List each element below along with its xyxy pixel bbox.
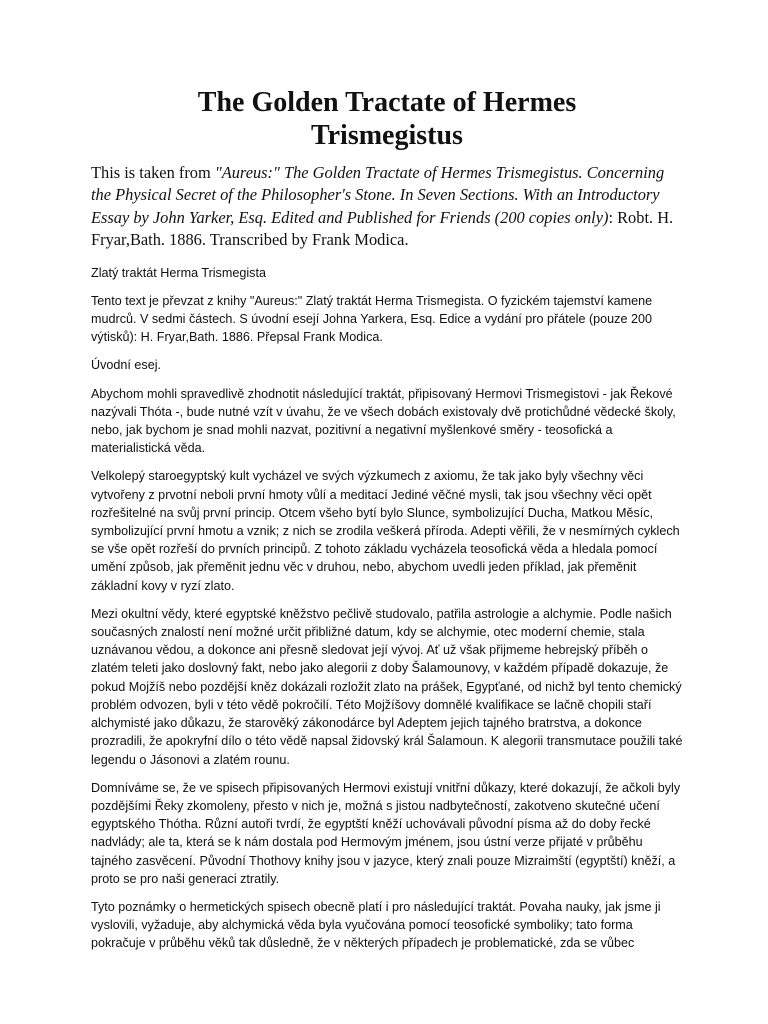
title-line-1: The Golden Tractate of Hermes bbox=[197, 87, 577, 118]
body-paragraph: Domníváme se, že ve spisech připisovaných Hermovi existují vnitřní důkazy, které dokazují, že ačkoli byly pozdějšími Řeky zkomoleny, přesto v nich je, možná s jistou nadbytečností, zakotveno skutečné učení egyptského Thótha. Různí autoři tvrdí, že egyptští kněží uchovávali původní písma až do doby řecké nadvlády; ale ta, která se k nám dostala pod Hermovým jménem, jsou ústní verze přijaté v průběhu tajného zasvěcení. Původní Thothovy knihy jsou v jazyce, který znali pouze Mizraimští (egyptští) kněží, a proto se pro naši generaci ztratily. bbox=[91, 780, 681, 886]
body-paragraph: Tyto poznámky o hermetických spisech obecně platí i pro následující traktát. Povaha nauky, jak jsme ji vyslovili, vyžaduje, aby alchymická věda byla vyučována pomocí teosofické symboliky; tato forma pokračuje v průběhu věků tak důsledně, že v některých případech je problematické, zda se vůbec bbox=[91, 899, 661, 951]
section-heading-intro-essay: Úvodní esej. bbox=[91, 358, 162, 373]
czech-title-line: Zlatý traktát Herma Trismegista bbox=[91, 265, 266, 280]
body-paragraph: Mezi okultní vědy, které egyptské kněžstvo pečlivě studovalo, patřila astrologie a alchymie. Podle našich současných znalostí není možné určit přibližné datum, kdy se alchymie, otec moderní chemie, stala uznávanou vědou, a dokonce ani přesně sledovat její vývoj. Ať už však přijmeme hebrejský příběh o zlatém teleti jako doslovný fakt, nebo jako alegorii z doby Šalamounovy, v každém případě dokazuje, že pokud Mojžíš nebo pozdější kněz dokázali rozložit zlato na prášek, Egypťané, od nichž byl tento chemický problém odvozen, byli v této vědě pokročilí. Této Mojžíšovy domnělé kvalifikace se lačně chopili staří alchymisté jako důkazu, že starověký zákonodárce byl Adeptem jejich tajného bratrstva, a dokonce prozradili, že apokryfní dílo o této vědě napsal židovský král Šalamoun. K alegorii transmutace použili také legendu o Jásonovi a zlatém rounu. bbox=[91, 606, 683, 767]
intro-prefix: This is taken from bbox=[91, 163, 215, 182]
title-line-2: Trismegistus bbox=[311, 120, 463, 151]
czech-source-paragraph: Tento text je převzat z knihy "Aureus:" Zlatý traktát Herma Trismegista. O fyzickém tajemství kamene mudrců. V sedmi částech. S úvodní esejí Johna Yarkera, Esq. Edice a vydání pro přátele (pouze 200 výtisků): H. Fryar,Bath. 1886. Přepsal Frank Modica. bbox=[91, 293, 653, 345]
document-page bbox=[91, 86, 683, 963]
intro-source-title: "Aureus:" The Golden Tractate of Hermes Trismegistus. Concerning the Physical Secret of the Philosopher's Stone. In Seven Sections. With an Introductory Essay by John Yarker, Esq. Edited and Published for Friends (200 copies only) bbox=[91, 163, 665, 227]
body-paragraph: Velkolepý staroegyptský kult vycházel ve svých výzkumech z axiomu, že tak jako byly všechny věci vytvořeny z prvotní neboli první hmoty vůlí a meditací Jediné věčné mysli, tak jsou všechny věci opět rozřešitelné na svůj první princip. Otcem všeho bytí bylo Slunce, symbolizující Ducha, Matkou Měsíc, symbolizující první hmotu a vznik; z nich se zrodila veškerá příroda. Adepti věřili, že v nesmírných cyklech se vše opět rozřeší do prvních principů. Z tohoto základu vycházela teosofická věda a hledala pomocí umění způsob, jak přeměnit jednu věc v druhou, nebo, abychom uvedli jeden příklad, jak přeměnit základní kovy v ryzí zlato. bbox=[91, 469, 680, 593]
intro-suffix: : Robt. H. Fryar,Bath. 1886. Transcribed by Frank Modica. bbox=[91, 207, 674, 250]
english-intro-paragraph bbox=[91, 162, 683, 252]
document-title bbox=[91, 86, 683, 152]
body-paragraph: Abychom mohli spravedlivě zhodnotit následující traktát, připisovaný Hermovi Trismegistovi - jak Řekové nazývali Thóta -, bude nutné vzít v úvahu, že ve všech dobách existovaly dvě protichůdné vědecké školy, nebo, jak bychom je snad mohli nazvat, pozitivní a negativní myšlenkové směry - teosofická a materialistická věda. bbox=[91, 386, 676, 456]
